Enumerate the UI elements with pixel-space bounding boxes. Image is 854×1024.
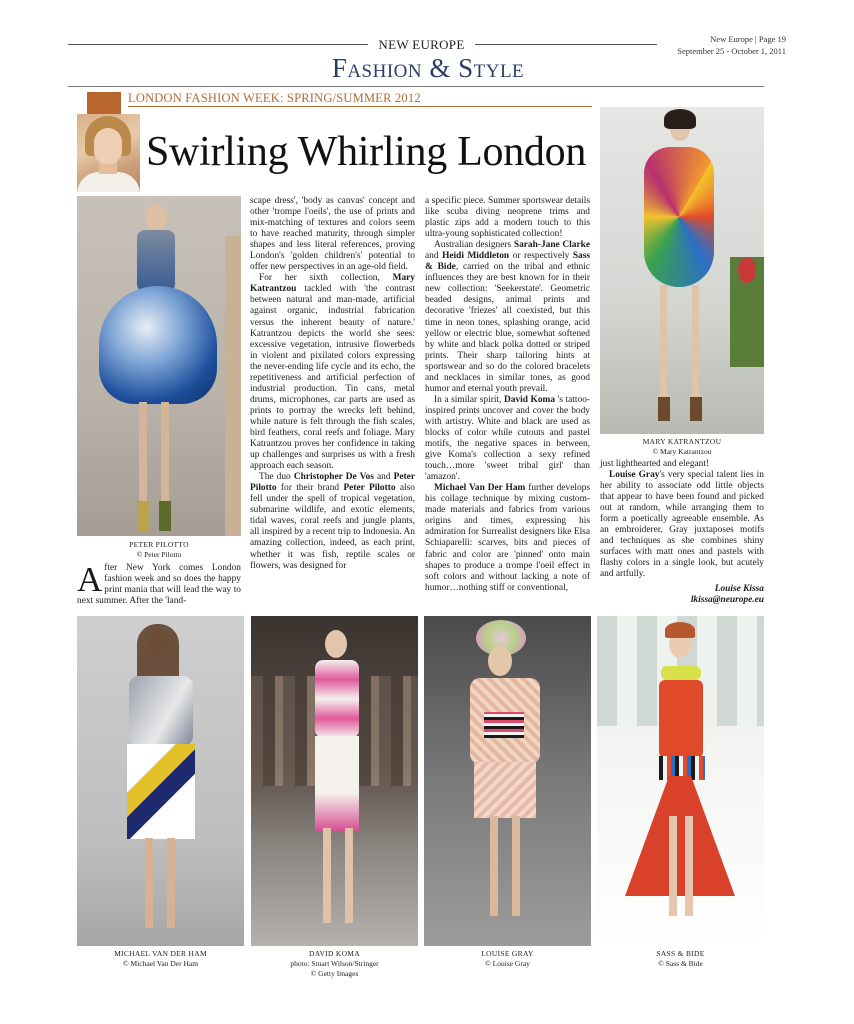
newspaper-section-name: NEW EUROPE — [378, 37, 465, 52]
caption-title: PETER PILOTTO — [129, 540, 189, 549]
kicker-color-block — [87, 92, 121, 114]
caption-peter-pilotto — [77, 540, 241, 560]
designer-name: Mary Katrantzou — [250, 273, 415, 295]
designer-name: Sarah-Jane Clarke — [513, 240, 590, 251]
author-byline: Louise Kissa — [714, 583, 764, 594]
page-reference — [666, 33, 786, 57]
article-kicker: LONDON FASHION WEEK: SPRING/SUMMER 2012 — [128, 91, 421, 105]
caption-sass-and-bide — [597, 949, 764, 969]
caption-credit: © Peter Pilotto — [136, 550, 182, 559]
header-divider — [68, 86, 764, 87]
paragraph: The duo Christopher De Vos and Peter Pilotto for their brand Peter Pilotto also fell under the spell of tropical vegetation, submarine wildlife, and exotic elements, tidal waves, coral reefs and jungle plants, all inspired by a recent trip to Indonesia. An amazing collection, indeed, as each print, whether it was fish, reptile scales or flowers, was designed for — [250, 472, 416, 571]
caption-title: DAVID KOMA — [309, 949, 360, 958]
paragraph: just lighthearted and elegant! — [600, 459, 710, 469]
dropcap-letter: A — [77, 560, 103, 599]
caption-credit: photo: Stuart Wilson/Stringer — [290, 959, 379, 968]
caption-title: LOUISE GRAY — [481, 949, 534, 958]
photo-mary-katrantzou — [600, 107, 764, 434]
caption-credit: © Louise Gray — [485, 959, 530, 968]
photo-peter-pilotto — [77, 196, 241, 536]
article-column-4 — [600, 459, 764, 606]
designer-name: Heidi Middleton — [442, 251, 510, 262]
article-column-3 — [425, 196, 590, 594]
designer-name: Louise Gray — [609, 470, 660, 481]
caption-credit: © Mary Katrantzou — [652, 447, 712, 456]
paragraph: Australian designers Sarah-Jane Clarke and Heidi Middleton or respectively Sass & Bide, carried on the tribal and ethnic influences they are best known for in their new collection: 'Seekerstate'. Geometric beaded designs, animal prints and decorative 'friezes' all coexisted, but this time in neon tones, splashing orange, acid yellow or electric blue, somewhat softened by white and black polka dotted or striped prints. Their sharp tailoring hints at sportswear and so do the colored bracelets and necklaces in similar tones, as good humor and eternal youth prevail. — [425, 240, 591, 394]
caption-credit-agency: © Getty Images — [310, 969, 359, 978]
designer-name: Michael Van Der Ham — [434, 483, 526, 494]
caption-david-koma — [251, 949, 418, 979]
paragraph: In a similar spirit, David Koma 's tattoo-inspired prints uncover and cover the body with artistry. White and black are used as blocks of color while cutouts and pastel motifs, the negative spaces in between, give Koma's collection a sexy refined touch…more 'sweet tribal girl' than 'amazon'. — [425, 394, 590, 483]
designer-name: Christopher De Vos — [293, 472, 374, 483]
paragraph: a specific piece. Summer sportswear details like scuba diving neoprene trims and plastic zips add a modern touch to this ultra-young sophisticated collection! — [425, 196, 590, 240]
caption-title: SASS & BIDE — [656, 949, 705, 958]
issue-date-range: September 25 - October 1, 2011 — [677, 46, 786, 56]
designer-name: Sass & Bide — [425, 251, 591, 273]
caption-credit: © Michael Van Der Ham — [122, 959, 199, 968]
paragraph: For her sixth collection, Mary Katrantzou tackled with 'the contrast between natural and man-made, artificial against organic, industrial fabrication versus the inherent beauty of nature.' Katrantzou depicts the world she sees: excessive vegetation, intrusive flowerbeds in violent and pixilated colors expressing the never-ending life cycle and its echo, the repetitiveness and artificial perfection of industrial production. Tin cans, metal drums, microphones, car parts are used as prints to portray the wrecks left behind, while nature is felt through the fish scales, bird feathers, coral reefs and foliage. Mary Katrantzou proves her confidence in taking up challenges and surprises us with a fresh approach each season. — [250, 273, 415, 472]
paragraph: Michael Van Der Ham further develops his collage technique by mixing custom-made materials and fabrics from various origins and times, expressing his admiration for Surrealist designers like Elsa Schiaparelli: scarves, bits and pieces of fabric and color are 'pinned' onto main shapes to produce a trompe l'oeil effect in soft colors and without lacking a note of humor…nothing stiff or conventional, — [425, 483, 590, 593]
paragraph: scape dress', 'body as canvas' concept and other 'trompe l'oeils', the use of prints and mix-matching of textures and colors seem to have reached maturity, through simpler shapes and less literal references, proving London's 'golden children's' potential to offer new perspectives in an age-old field. — [250, 196, 415, 273]
header-rule-right — [475, 44, 657, 45]
article-headline: Swirling Whirling London — [146, 129, 587, 175]
header-rule-left — [68, 44, 368, 45]
caption-mary-katrantzou — [600, 437, 764, 457]
designer-name: David Koma — [503, 394, 556, 405]
article-column-1 — [77, 560, 241, 607]
author-headshot — [77, 114, 140, 192]
page-title: Fashion & Style — [331, 53, 525, 83]
photo-david-koma — [251, 616, 418, 946]
paragraph: fter New York comes London fashion week and so does the happy print mania that will lead the way to next summer. After the 'land- — [77, 563, 241, 607]
article-column-2 — [250, 196, 415, 572]
caption-michael-van-der-ham — [77, 949, 244, 969]
page-number: New Europe | Page 19 — [710, 34, 786, 44]
caption-title: MICHAEL VAN DER HAM — [114, 949, 207, 958]
kicker-underline — [128, 106, 592, 107]
photo-michael-van-der-ham — [77, 616, 244, 946]
caption-credit: © Sass & Bide — [658, 959, 703, 968]
photo-sass-and-bide — [597, 616, 764, 946]
designer-name: Peter Pilotto — [343, 483, 396, 494]
caption-title: MARY KATRANTZOU — [642, 437, 722, 446]
caption-louise-gray — [424, 949, 591, 969]
photo-louise-gray — [424, 616, 591, 946]
author-email: lkissa@neurope.eu — [690, 594, 764, 605]
paragraph: Louise Gray's very special talent lies in her ability to associate odd little objects that appear to have been found and picked out at random, while arranging them to form a poetically agreeable ensemble. As an embroiderer, Gray juxtaposes motifs and techniques as she combines shiny surfaces with matt ones and pastels with flashy colors in a single look, but acutely and artfully. — [600, 470, 764, 580]
designer-name: Peter Pilotto — [250, 472, 416, 494]
